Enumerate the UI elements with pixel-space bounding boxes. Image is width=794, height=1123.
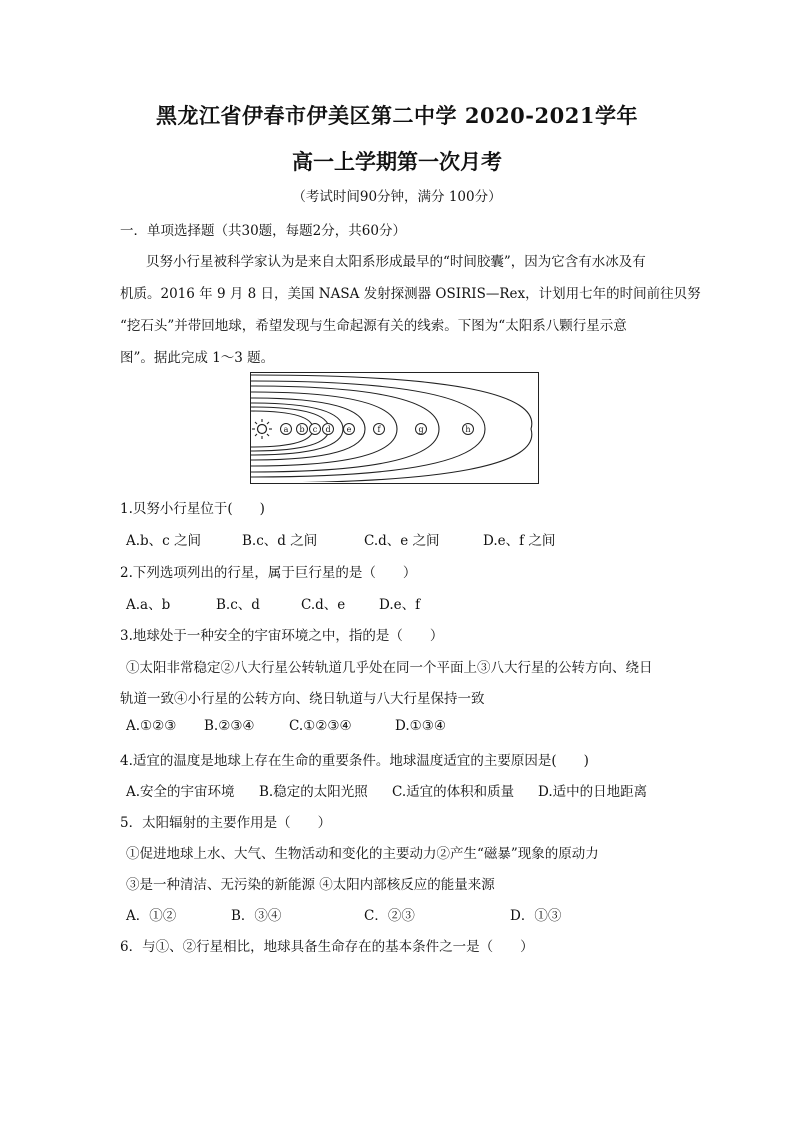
question-1-stem: 1.贝努小行星位于( )	[120, 501, 265, 517]
planet-label-h: h	[465, 425, 471, 434]
section-heading: 一．单项选择题（共30题，每题2分，共60分）	[120, 223, 406, 239]
option-b[interactable]: B.c、d 之间	[242, 533, 318, 549]
exam-subtitle-title: 高一上学期第一次月考	[292, 149, 502, 174]
planet-label-b: b	[299, 425, 305, 434]
option-b[interactable]: B.c、d	[216, 597, 260, 613]
solar-system-svg	[251, 373, 537, 482]
option-c[interactable]: C.①②③④	[289, 718, 352, 734]
question-5-statement: ③是一种清洁、无污染的新能源 ④太阳内部核反应的能量来源	[126, 877, 495, 893]
planet-label-c: c	[312, 425, 318, 434]
option-a[interactable]: A.安全的宇宙环境	[126, 784, 235, 800]
solar-system-diagram	[250, 372, 539, 484]
option-c[interactable]: C.d、e 之间	[364, 533, 440, 549]
question-5-statement: ①促进地球上水、大气、生物活动和变化的主要动力②产生“磁暴”现象的原动力	[126, 846, 599, 862]
passage-line: 图”。据此完成 1～3 题。	[120, 350, 275, 366]
option-c[interactable]: C．②③	[364, 908, 415, 924]
exam-title: 黑龙江省伊春市伊美区第二中学 2020-2021学年	[156, 103, 638, 128]
option-d[interactable]: D．①③	[510, 908, 562, 924]
question-4-stem: 4.适宜的温度是地球上存在生命的重要条件。地球温度适宜的主要原因是( )	[120, 753, 589, 769]
question-3-stem: 3.地球处于一种安全的宇宙环境之中，指的是（ ）	[120, 628, 444, 644]
question-3-statement: 轨道一致④小行星的公转方向、绕日轨道与八大行星保持一致	[120, 691, 485, 707]
option-a[interactable]: A．①②	[126, 908, 177, 924]
question-5-stem: 5．太阳辐射的主要作用是（ ）	[120, 815, 332, 831]
option-c[interactable]: C.适宜的体积和质量	[392, 784, 515, 800]
sun-icon	[252, 419, 272, 439]
exam-info: （考试时间90分钟，满分 100分）	[292, 189, 502, 205]
question-2-stem: 2.下列选项列出的行星，属于巨行星的是（ ）	[120, 565, 417, 581]
option-a[interactable]: A.a、b	[126, 597, 171, 613]
option-b[interactable]: B．③④	[231, 908, 282, 924]
option-d[interactable]: D.适中的日地距离	[538, 784, 648, 800]
question-6-stem: 6．与①、②行星相比，地球具备生命存在的基本条件之一是（ ）	[120, 939, 534, 955]
planet-label-d: d	[325, 425, 331, 434]
question-3-statement: ①太阳非常稳定②八大行星公转轨道几乎处在同一个平面上③八大行星的公转方向、绕日	[126, 660, 653, 676]
planet-label-f: f	[377, 425, 381, 434]
passage-line: “挖石头”并带回地球，希望发现与生命起源有关的线索。下图为“太阳系八颗行星示意	[120, 318, 627, 334]
option-a[interactable]: A.①②③	[126, 718, 177, 734]
option-c[interactable]: C.d、e	[301, 597, 346, 613]
option-d[interactable]: D.e、f 之间	[483, 533, 556, 549]
passage-line: 机质。2016 年 9 月 8 日，美国 NASA 发射探测器 OSIRIS—Rex，计划用七年的时间前往贝努	[120, 286, 701, 302]
option-a[interactable]: A.b、c 之间	[126, 533, 202, 549]
option-b[interactable]: B.稳定的太阳光照	[259, 784, 368, 800]
option-d[interactable]: D.e、f	[379, 597, 421, 613]
option-d[interactable]: D.①③④	[395, 718, 446, 734]
planet-label-e: e	[346, 425, 352, 434]
passage-line: 贝努小行星被科学家认为是来自太阳系形成最早的“时间胶囊”，因为它含有水冰及有	[146, 254, 646, 270]
planet-label-a: a	[283, 425, 289, 434]
planet-label-g: g	[418, 425, 424, 434]
option-b[interactable]: B.②③④	[204, 718, 255, 734]
orbit-h	[251, 375, 532, 482]
